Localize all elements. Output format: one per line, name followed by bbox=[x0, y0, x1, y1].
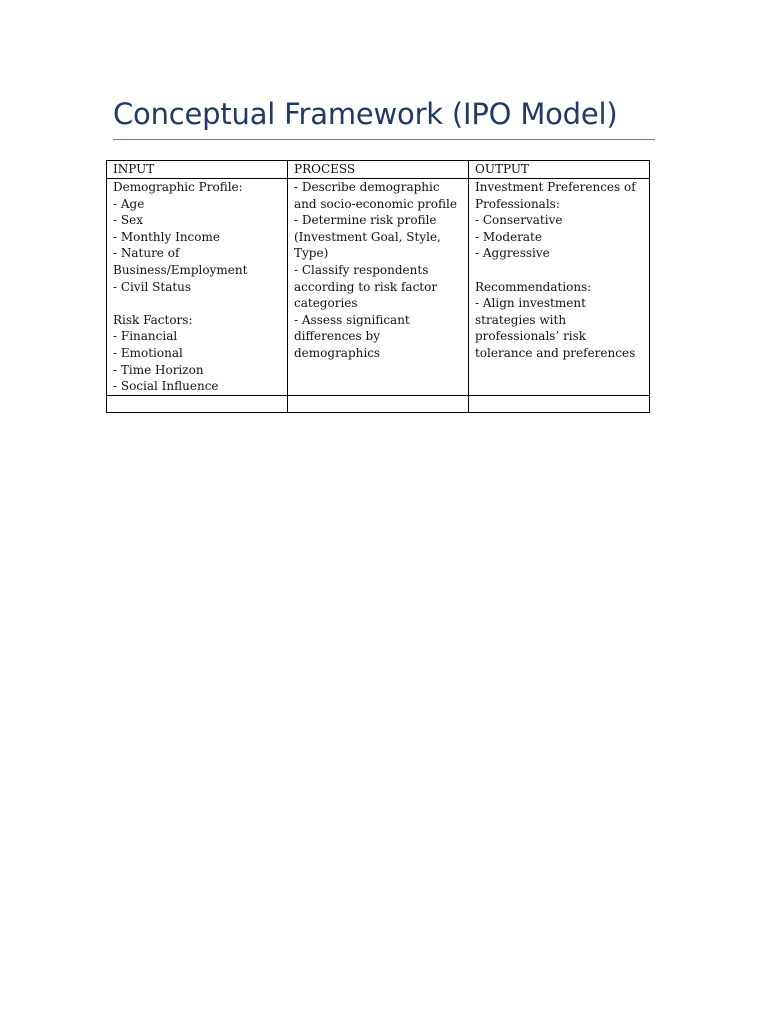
title-underline bbox=[113, 139, 655, 140]
empty-cell bbox=[469, 395, 650, 412]
list-item: - Social Influence bbox=[113, 379, 219, 394]
ipo-table bbox=[106, 160, 650, 413]
recommendations-heading: Recommendations: bbox=[475, 279, 592, 294]
list-item: - Monthly Income bbox=[113, 229, 220, 244]
header-output: OUTPUT bbox=[469, 161, 650, 179]
empty-cell bbox=[107, 395, 288, 412]
process-cell bbox=[288, 179, 469, 396]
list-item: - Aggressive bbox=[475, 246, 550, 261]
risk-factors-heading: Risk Factors: bbox=[113, 312, 193, 327]
list-item: - Align investment strategies with professionals’ risk tolerance and preferences bbox=[475, 296, 636, 360]
list-item: - Civil Status bbox=[113, 279, 192, 294]
list-item: - Age bbox=[113, 196, 145, 211]
list-item: - Conservative bbox=[475, 213, 563, 228]
spacer bbox=[113, 295, 283, 312]
list-item: - Nature of Business/Employment bbox=[113, 246, 248, 277]
output-cell bbox=[469, 179, 650, 396]
list-item: - Financial bbox=[113, 329, 178, 344]
list-item: - Describe demographic and socio-economic profile bbox=[294, 180, 457, 211]
list-item: - Sex bbox=[113, 213, 143, 228]
list-item: - Time Horizon bbox=[113, 362, 204, 377]
header-input: INPUT bbox=[107, 161, 288, 179]
empty-cell bbox=[288, 395, 469, 412]
list-item: - Moderate bbox=[475, 229, 542, 244]
input-cell bbox=[107, 179, 288, 396]
preferences-heading: Investment Preferences of Professionals: bbox=[475, 180, 636, 211]
document-title: Conceptual Framework (IPO Model) bbox=[113, 97, 618, 131]
list-item: - Classify respondents according to risk factor categories bbox=[294, 262, 438, 311]
header-process: PROCESS bbox=[288, 161, 469, 179]
list-item: - Determine risk profile (Investment Goal, Style, Type) bbox=[294, 213, 441, 261]
list-item: - Assess significant differences by demographics bbox=[294, 312, 410, 360]
table-content-row bbox=[107, 179, 650, 396]
table-header-row bbox=[107, 161, 650, 179]
table-empty-row bbox=[107, 395, 650, 412]
spacer bbox=[475, 262, 645, 279]
list-item: - Emotional bbox=[113, 345, 183, 360]
demographic-heading: Demographic Profile: bbox=[113, 180, 243, 194]
